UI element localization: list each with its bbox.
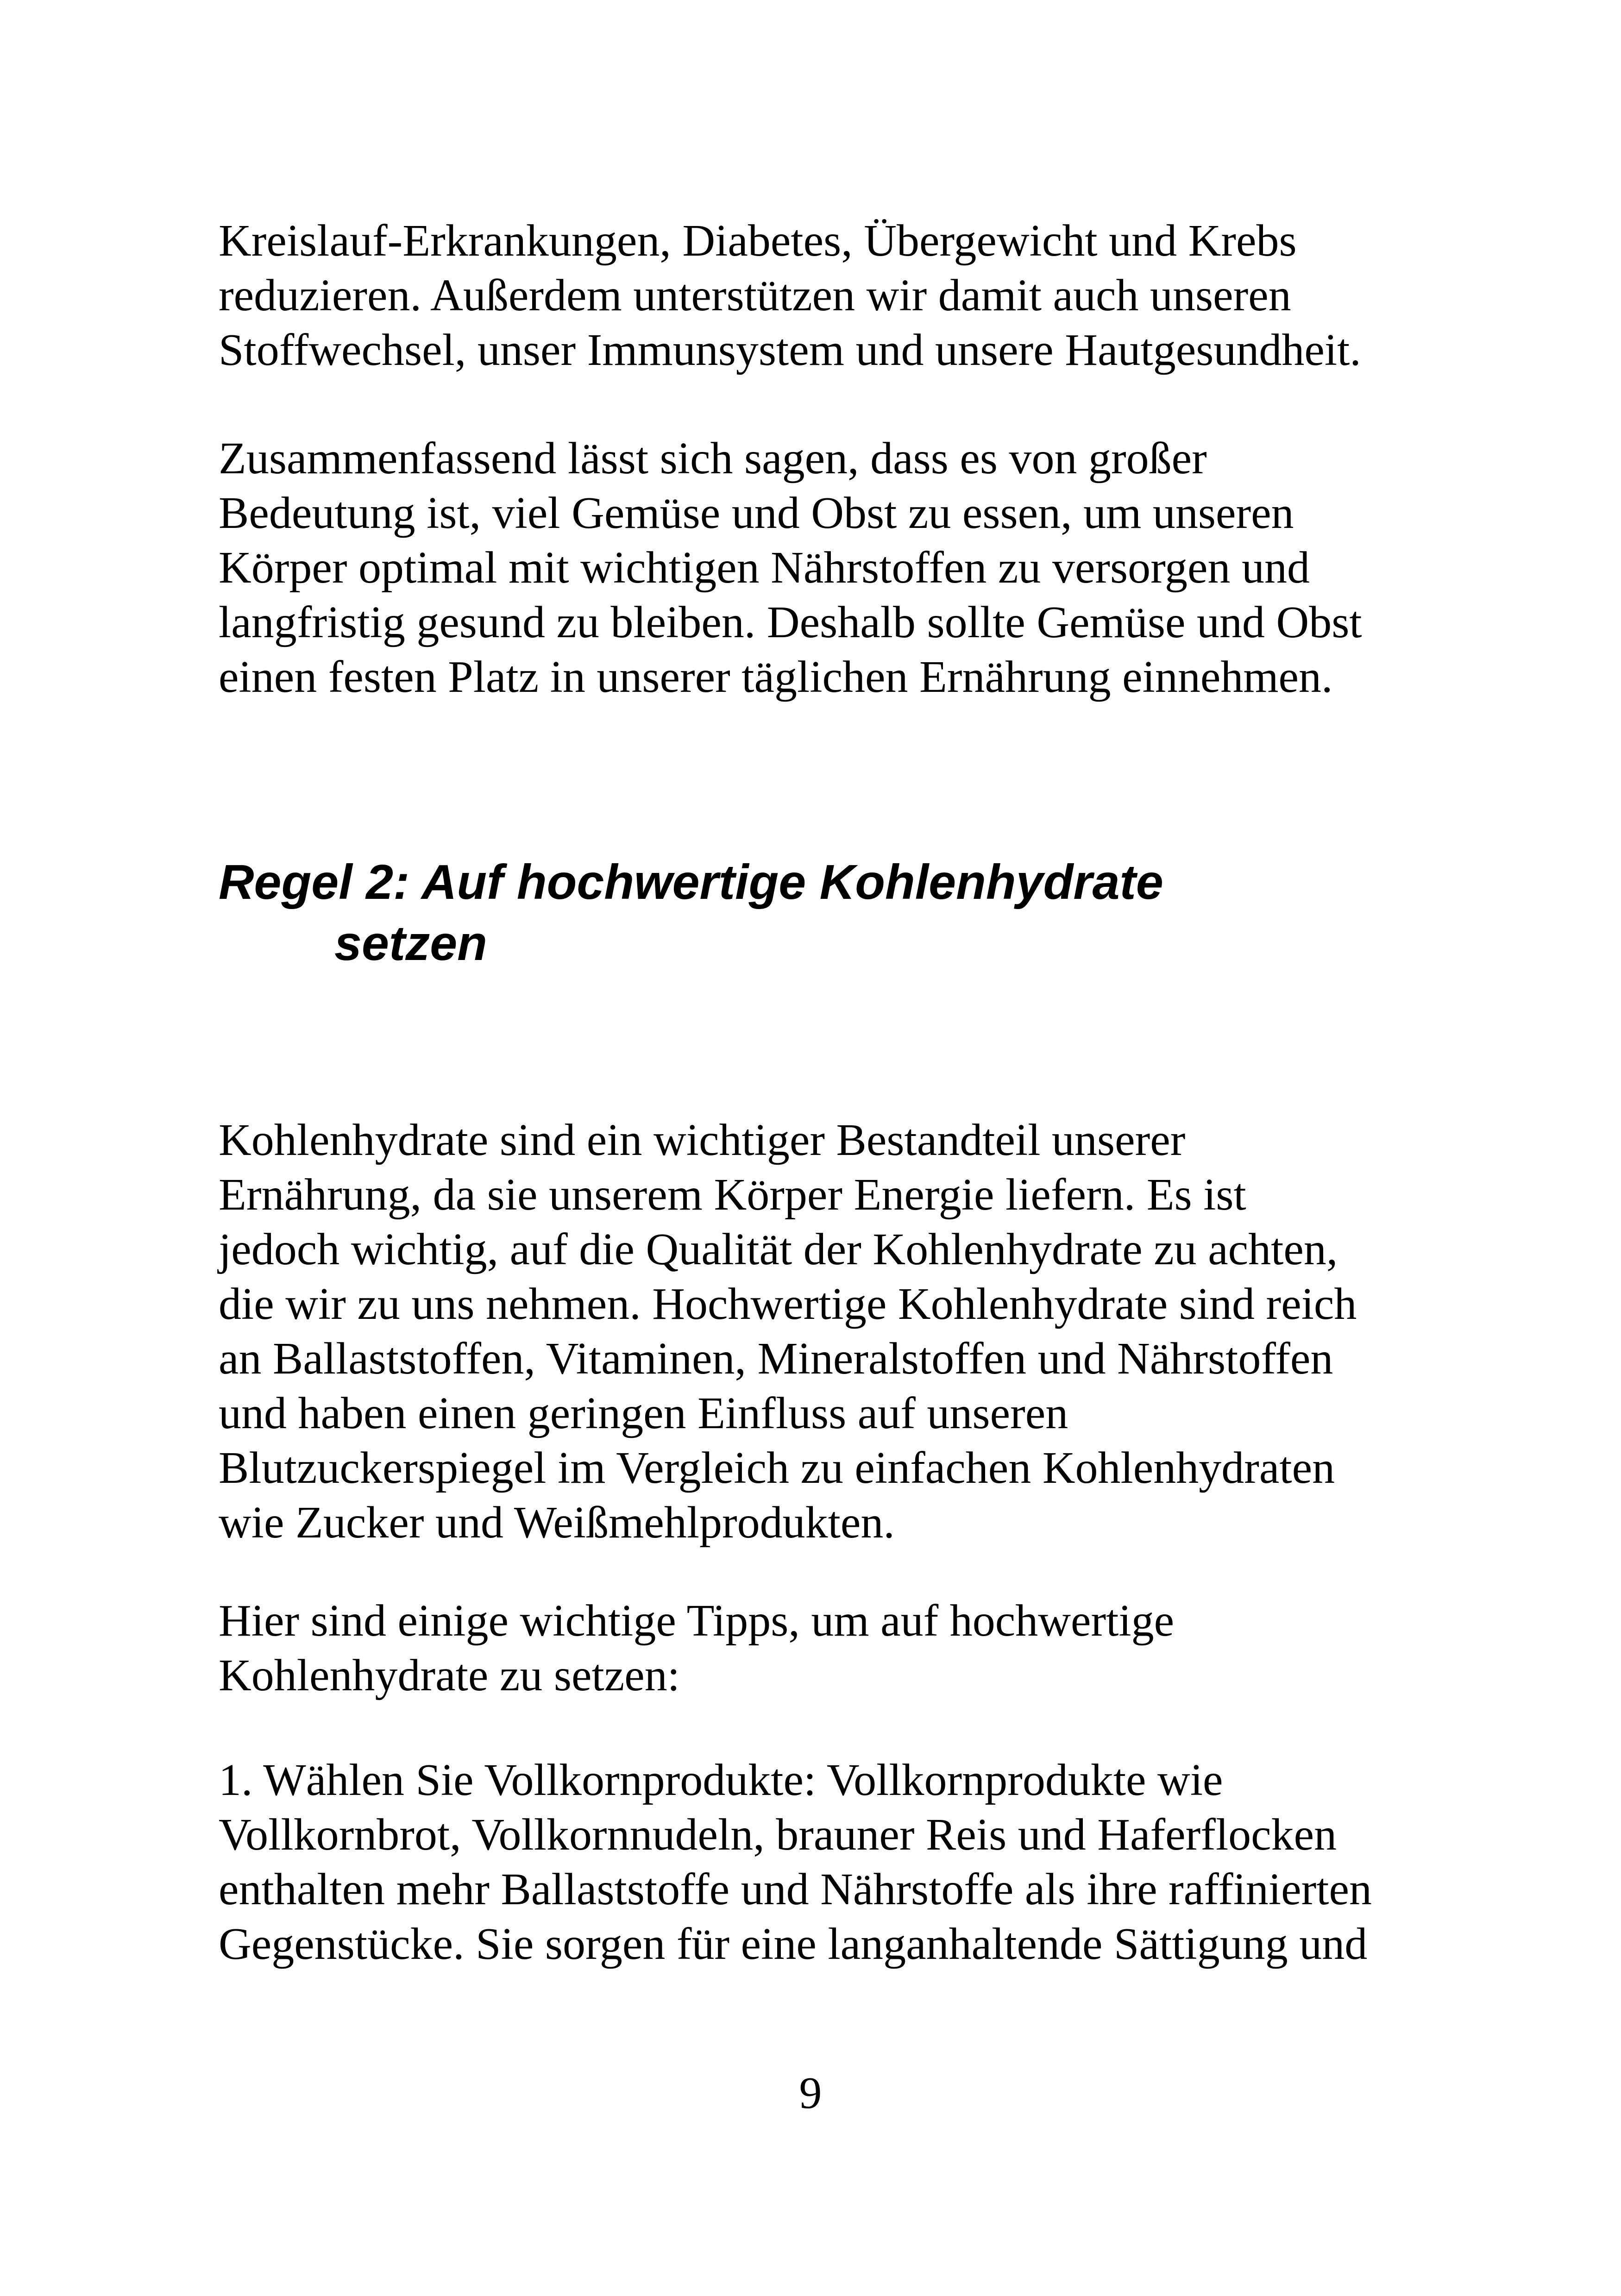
- text-line: und haben einen geringen Einfluss auf unseren: [219, 1388, 1068, 1438]
- text-line: enthalten mehr Ballaststoffe und Nährstoffe als ihre raffinierten: [219, 1864, 1372, 1914]
- text-line: Körper optimal mit wichtigen Nährstoffen zu versorgen und: [219, 543, 1310, 593]
- text-line: wie Zucker und Weißmehlprodukten.: [219, 1498, 895, 1548]
- text-line: langfristig gesund zu bleiben. Deshalb sollte Gemüse und Obst: [219, 597, 1362, 647]
- text-line: Zusammenfassend lässt sich sagen, dass es von großer: [219, 433, 1207, 483]
- text-line: Kreislauf-Erkrankungen, Diabetes, Übergewicht und Krebs: [219, 216, 1297, 266]
- text-line: die wir zu uns nehmen. Hochwertige Kohlenhydrate sind reich: [219, 1279, 1357, 1329]
- text-line: an Ballaststoffen, Vitaminen, Mineralstoffen und Nährstoffen: [219, 1334, 1333, 1384]
- text-line: Kohlenhydrate sind ein wichtiger Bestandteil unserer: [219, 1115, 1186, 1165]
- page-number: 9: [799, 2068, 822, 2118]
- text-line: Ernährung, da sie unserem Körper Energie liefern. Es ist: [219, 1170, 1246, 1220]
- heading-line-1: Regel 2: Auf hochwertige Kohlenhydrate: [219, 855, 1163, 910]
- heading-line-2: setzen: [334, 916, 487, 971]
- text-line: Stoffwechsel, unser Immunsystem und unsere Hautgesundheit.: [219, 325, 1361, 375]
- text-line: Gegenstücke. Sie sorgen für eine langanhaltende Sättigung und: [219, 1919, 1368, 1969]
- text-line: Vollkornbrot, Vollkornnudeln, brauner Reis und Haferflocken: [219, 1810, 1337, 1860]
- text-line: Hier sind einige wichtige Tipps, um auf hochwertige: [219, 1596, 1175, 1646]
- text-line: Kohlenhydrate zu setzen:: [219, 1650, 680, 1700]
- text-line: reduzieren. Außerdem unterstützen wir damit auch unseren: [219, 270, 1291, 320]
- text-line: jedoch wichtig, auf die Qualität der Kohlenhydrate zu achten,: [219, 1224, 1338, 1274]
- text-line: einen festen Platz in unserer täglichen Ernährung einnehmen.: [219, 652, 1333, 702]
- text-line: Blutzuckerspiegel im Vergleich zu einfachen Kohlenhydraten: [219, 1443, 1335, 1493]
- text-line: Bedeutung ist, viel Gemüse und Obst zu essen, um unseren: [219, 488, 1294, 538]
- text-line: 1. Wählen Sie Vollkornprodukte: Vollkornprodukte wie: [219, 1755, 1223, 1805]
